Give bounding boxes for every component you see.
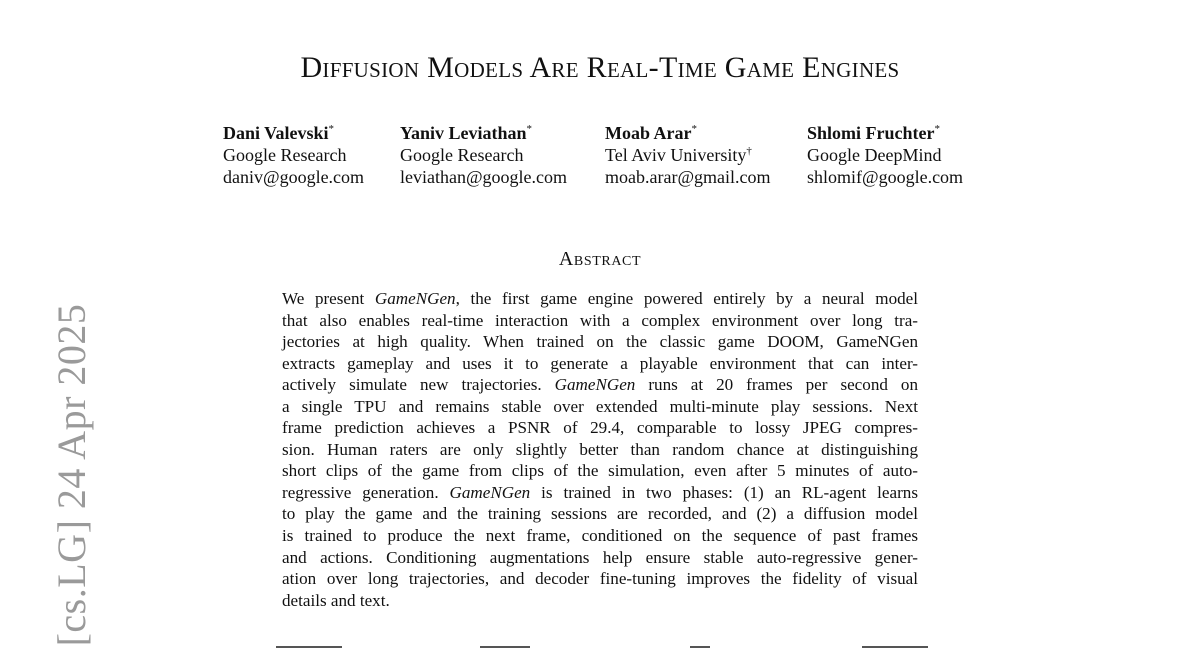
author-3 (605, 122, 771, 188)
author-affiliation: Google DeepMind (807, 145, 942, 165)
figure-cutoff-mark (862, 641, 928, 648)
author-mark: * (526, 123, 533, 135)
abstract-line: frame prediction achieves a PSNR of 29.4, comparable to lossy JPEG compres- (282, 418, 918, 438)
system-name: GameNGen (554, 375, 636, 395)
abstract-line: that also enables real-time interaction with a complex environment over long tra- (282, 310, 918, 330)
abstract-heading: Abstract (558, 248, 642, 270)
abstract-line: extracts gameplay and uses it to generate a playable environment that can inter- (282, 353, 918, 373)
abstract-line: and actions. Conditioning augmentations help ensure stable auto-regressive gener- (282, 547, 918, 567)
abstract-line: regressive generation. GameNGen is trained in two phases: (1) an RL-agent learns (282, 482, 918, 502)
figure-cutoff-mark (480, 641, 530, 648)
abstract-line: details and text. (282, 590, 390, 610)
author-4 (807, 122, 963, 188)
paper-title: Diffusion Models Are Real-Time Game Engines (300, 51, 900, 84)
abstract-line: actively simulate new trajectories. GameNGen runs at 20 frames per second on (282, 375, 918, 395)
author-name: Yaniv Leviathan (400, 123, 527, 143)
abstract-line: short clips of the game from clips of the simulation, even after 5 minutes of auto- (282, 461, 918, 481)
figure-cutoff-mark (276, 641, 342, 648)
abstract-line: We present GameNGen, the first game engine powered entirely by a neural model (282, 289, 918, 308)
author-name: Dani Valevski (223, 123, 329, 143)
author-affiliation: Tel Aviv University† (605, 145, 752, 165)
abstract-line: jectories at high quality. When trained on the classic game DOOM, GameNGen (282, 332, 918, 352)
author-affiliation: Google Research (400, 145, 524, 165)
author-1 (223, 122, 364, 188)
author-mark: * (934, 123, 940, 135)
author-mark: * (328, 123, 335, 135)
arxiv-side-stamp: [cs.LG] 24 Apr 2025 (49, 303, 94, 647)
system-name: GameNGen (449, 482, 531, 502)
author-email: moab.arar@gmail.com (605, 167, 771, 187)
author-email: shlomif@google.com (807, 167, 964, 187)
author-email: daniv@google.com (223, 167, 365, 187)
author-block (0, 122, 1200, 192)
author-affiliation: Google Research (223, 145, 347, 165)
system-name: GameNGen (374, 289, 456, 308)
abstract-line: is trained to produce the next frame, conditioned on the sequence of past frames (282, 526, 918, 546)
abstract-body (282, 288, 918, 611)
abstract-line: to play the game and the training sessions are recorded, and (2) a diffusion model (282, 504, 918, 524)
author-name: Shlomi Fruchter (807, 123, 935, 143)
abstract-line: ation over long trajectories, and decoder fine-tuning improves the fidelity of visual (282, 569, 918, 589)
abstract-line: sion. Human raters are only slightly better than random chance at distinguishing (282, 439, 918, 459)
figure-cutoff-mark (690, 641, 710, 648)
author-mark: * (691, 123, 697, 135)
author-email: leviathan@google.com (400, 167, 568, 187)
author-name: Moab Arar (605, 123, 692, 143)
author-2 (400, 122, 567, 188)
abstract-line: a single TPU and remains stable over extended multi-minute play sessions. Next (282, 396, 918, 416)
